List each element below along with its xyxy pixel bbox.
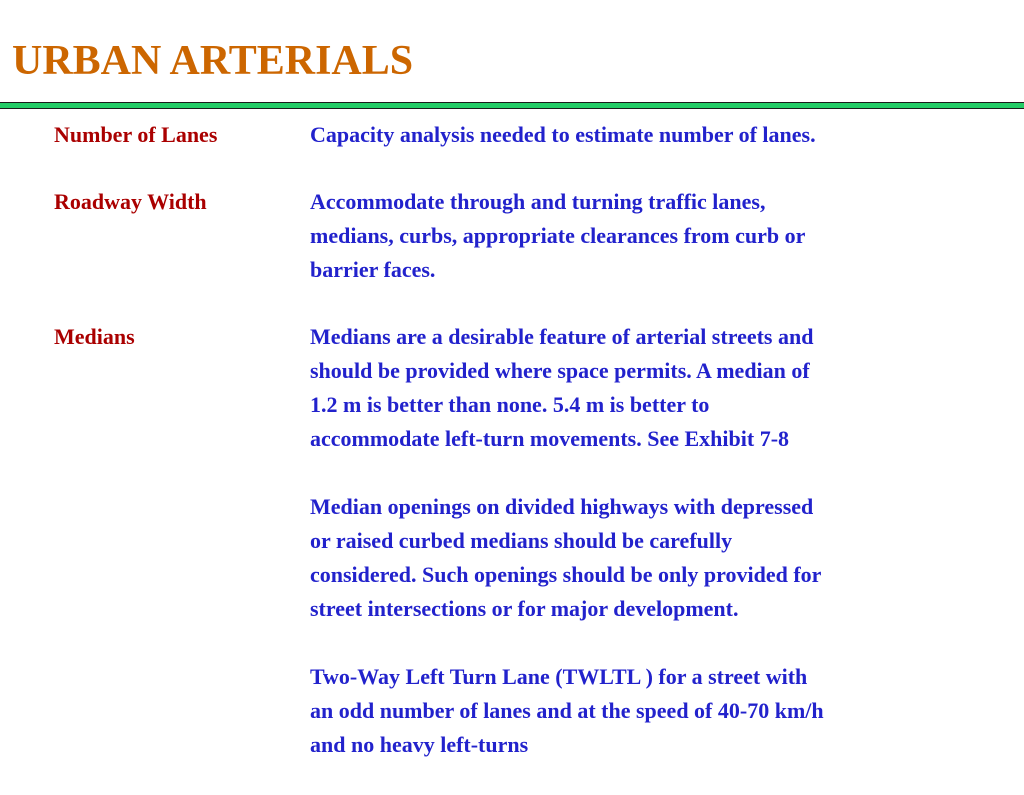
definition-list	[54, 118, 994, 795]
row-number-of-lanes	[54, 118, 994, 152]
definition	[310, 320, 994, 762]
definition-paragraph: Capacity analysis needed to estimate number of lanes.	[310, 122, 816, 147]
row-roadway-width	[54, 185, 994, 287]
definition	[310, 185, 994, 287]
definition-paragraph: Medians are a desirable feature of arterial streets and should be provided where space permits. A median of 1.2 m is better than none. 5.4 m is better to accommodate left-turn movements. See Exhibit 7-8	[310, 324, 814, 451]
row-medians	[54, 320, 994, 762]
term-label: Medians	[54, 324, 135, 349]
title-underline	[0, 102, 1024, 109]
definition	[310, 118, 994, 152]
term-label: Number of Lanes	[54, 122, 218, 147]
slide-title: URBAN ARTERIALS	[12, 38, 414, 84]
definition-paragraph: Two-Way Left Turn Lane (TWLTL ) for a street with an odd number of lanes and at the speed of 40-70 km/h and no heavy left-turns	[310, 664, 824, 757]
term-label: Roadway Width	[54, 189, 207, 214]
definition-paragraph: Accommodate through and turning traffic lanes, medians, curbs, appropriate clearances from curb or barrier faces.	[310, 189, 806, 282]
definition-paragraph: Median openings on divided highways with depressed or raised curbed medians should be carefully considered. Such openings should be only provided for street intersections or for major development.	[310, 494, 822, 621]
